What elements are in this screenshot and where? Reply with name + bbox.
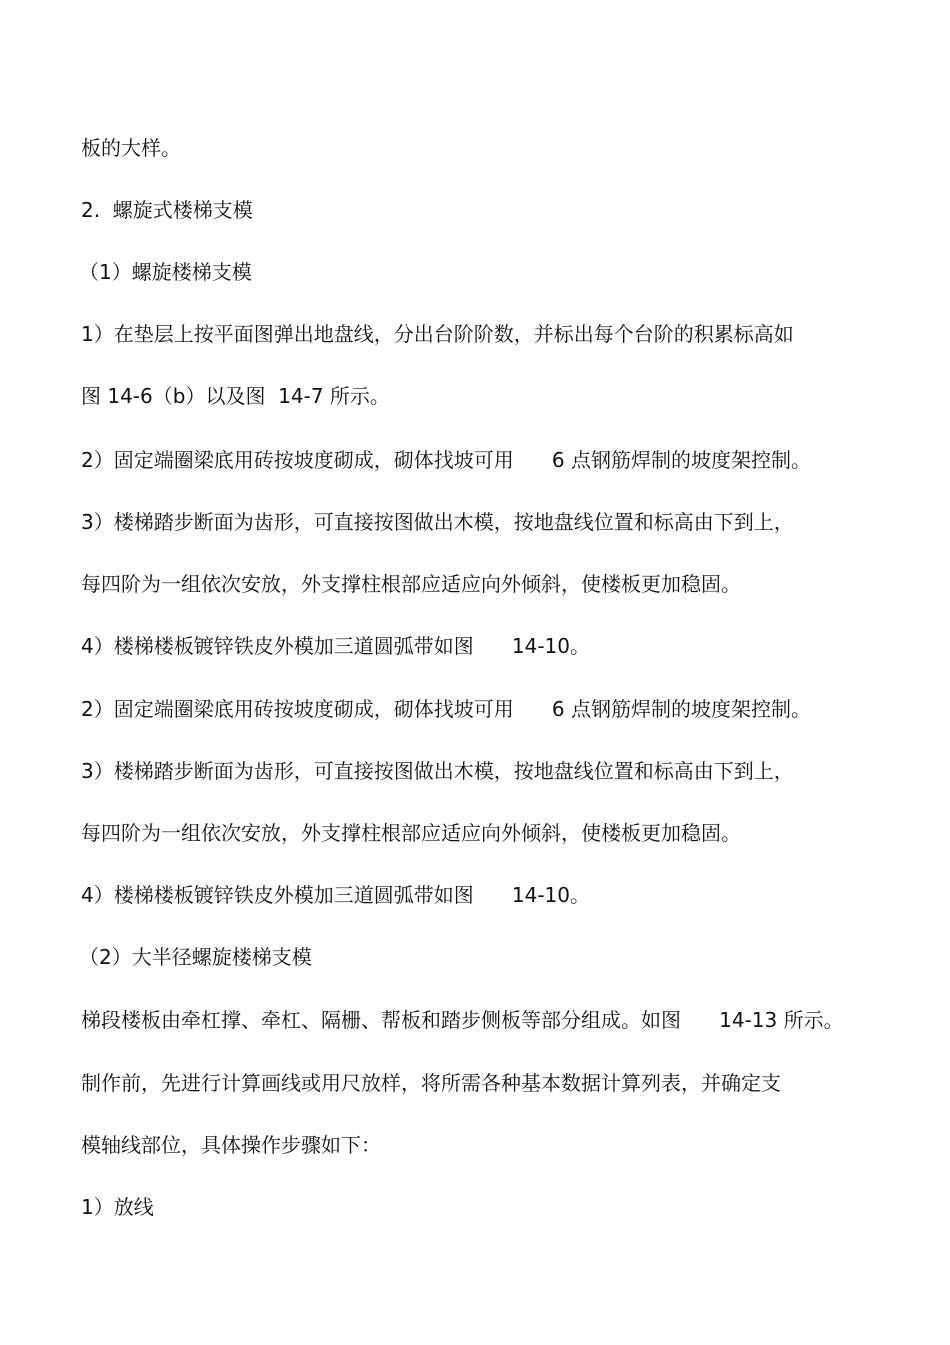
subsection-heading-1: （1）螺旋楼梯支模 (79, 260, 252, 284)
section-heading-2: 2. 螺旋式楼梯支模 (81, 198, 253, 222)
text-line-step-1-cont: 图 14-6（b）以及图 14-7 所示。 (81, 384, 390, 408)
text-line-step-3: 3）楼梯踏步断面为齿形，可直接按图做出木模，按地盘线位置和标高由下到上， (81, 510, 794, 534)
text-line-step-2-repeat: 2）固定端圈梁底用砖按坡度砌成，砌体找坡可用 6 点钢筋焊制的坡度架控制。 (81, 697, 811, 721)
text-line-preparation-cont: 模轴线部位，具体操作步骤如下： (81, 1133, 381, 1157)
text-line-preparation: 制作前，先进行计算画线或用尺放样，将所需各种基本数据计算列表，并确定支 (81, 1071, 781, 1095)
text-line-step-3-cont-repeat: 每四阶为一组依次安放，外支撑柱根部应适应向外倾斜，使楼板更加稳固。 (81, 821, 741, 845)
text-line-step-4: 4）楼梯楼板镀锌铁皮外模加三道圆弧带如图 14-10。 (81, 634, 590, 658)
text-line-step-layout: 1）放线 (81, 1195, 154, 1219)
text-line-step-3-cont: 每四阶为一组依次安放，外支撑柱根部应适应向外倾斜，使楼板更加稳固。 (81, 572, 741, 596)
text-line-1: 板的大样。 (81, 136, 181, 160)
text-line-step-2: 2）固定端圈梁底用砖按坡度砌成，砌体找坡可用 6 点钢筋焊制的坡度架控制。 (81, 448, 811, 472)
text-line-step-4-repeat: 4）楼梯楼板镀锌铁皮外模加三道圆弧带如图 14-10。 (81, 883, 590, 907)
text-line-components: 梯段楼板由牵杠撑、牵杠、隔栅、帮板和踏步侧板等部分组成。如图 14-13 所示。 (81, 1008, 844, 1032)
text-line-step-3-repeat: 3）楼梯踏步断面为齿形，可直接按图做出木模，按地盘线位置和标高由下到上， (81, 759, 794, 783)
subsection-heading-2: （2）大半径螺旋楼梯支模 (79, 945, 312, 969)
text-line-step-1: 1）在垫层上按平面图弹出地盘线，分出台阶阶数，并标出每个台阶的积累标高如 (81, 322, 794, 346)
